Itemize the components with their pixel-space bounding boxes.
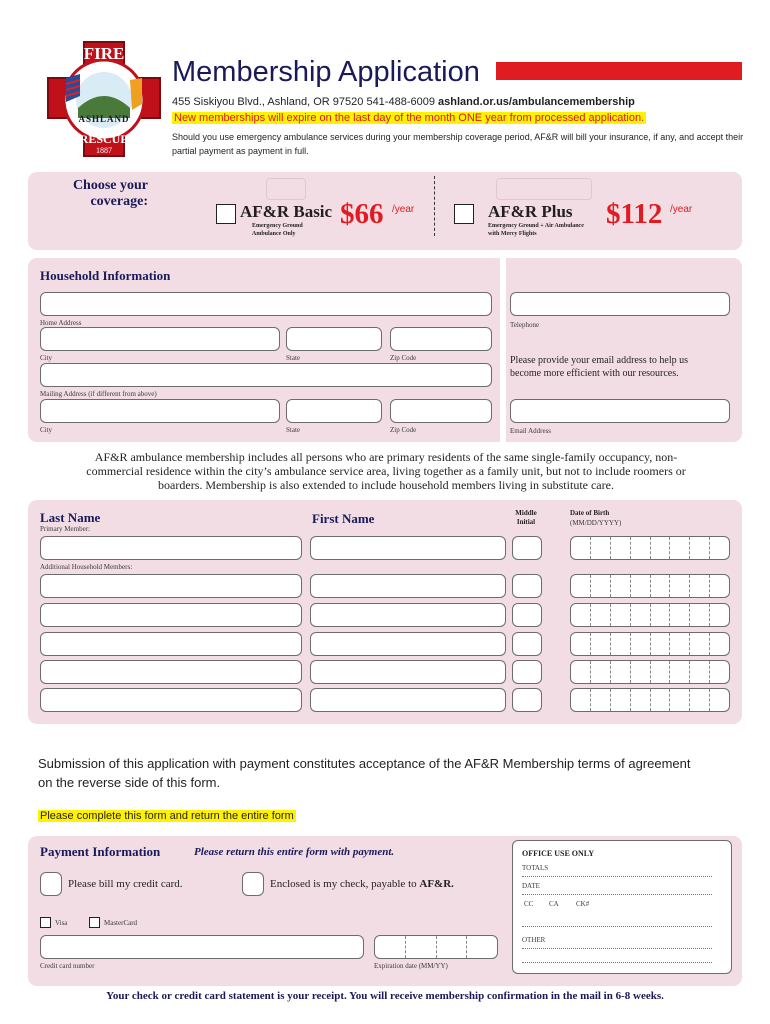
zip-input[interactable]: [390, 327, 492, 351]
plus-plan-name: AF&R Plus: [488, 202, 573, 221]
member-last-name-input[interactable]: [40, 632, 302, 656]
insurance-note: Should you use emergency ambulance services during your membership coverage period, AF&R will bill your insurance, if any, and accept their partial payment as payment in full.: [172, 132, 744, 156]
telephone-label: Telephone: [510, 321, 540, 329]
logo-top-text: FIRE: [83, 44, 125, 63]
bill-card-label: Please bill my credit card.: [68, 878, 183, 890]
office-other-line-2: [522, 962, 712, 963]
member-middle-input[interactable]: [512, 603, 542, 627]
office-date-line: [522, 894, 712, 895]
member-first-name-input[interactable]: [310, 603, 506, 627]
visa-checkbox[interactable]: [40, 917, 51, 928]
member-last-name-input[interactable]: [40, 574, 302, 598]
state-input[interactable]: [286, 327, 382, 351]
mailing-state-label: State: [286, 426, 300, 434]
mastercard-label: MasterCard: [104, 919, 138, 927]
primary-dob-input[interactable]: [570, 536, 730, 560]
middle-initial-header: Middle Initial: [515, 509, 537, 526]
basic-plan-price: $66: [340, 198, 384, 230]
expiration-input[interactable]: [374, 935, 498, 959]
basic-plan-desc: Emergency Ground Ambulance Only: [252, 223, 303, 237]
home-address-input[interactable]: [40, 292, 492, 316]
coverage-label: Choose your coverage:: [72, 178, 148, 209]
member-dob-input[interactable]: [570, 632, 730, 656]
eligibility-text: AF&R ambulance membership includes all persons who are primary residents of the same single-family occupancy, non-commercial residence within the city’s ambulance service area, living together as a family unit, but not to include roomers or boarders. Membership is also extended to include household members living in substitute care.: [86, 450, 686, 492]
member-dob-input[interactable]: [570, 660, 730, 684]
expiration-label: Expiration date (MM/YY): [374, 962, 448, 970]
home-address-label: Home Address: [40, 319, 82, 327]
member-last-name-input[interactable]: [40, 688, 302, 712]
check-checkbox[interactable]: [242, 872, 264, 896]
office-use-box: [512, 840, 732, 974]
member-middle-input[interactable]: [512, 688, 542, 712]
office-ca-label: CA: [549, 900, 559, 908]
basic-checkbox[interactable]: [216, 204, 236, 224]
bill-card-checkbox[interactable]: [40, 872, 62, 896]
household-title: Household Information: [40, 268, 171, 283]
member-first-name-input[interactable]: [310, 688, 506, 712]
last-name-header: Last Name: [40, 510, 101, 525]
primary-middle-input[interactable]: [512, 536, 542, 560]
card-number-label: Credit card number: [40, 962, 95, 970]
office-other-line-1: [522, 948, 712, 949]
check-label: [270, 878, 454, 890]
mailing-address-label: Mailing Address (if different from above): [40, 390, 157, 398]
mailing-zip-label: Zip Code: [390, 426, 417, 434]
plus-plan-desc: Emergency Ground + Air Ambulance with Mercy Flights: [488, 223, 584, 237]
payment-return-note: Please return this entire form with payment.: [194, 846, 395, 858]
household-divider: [500, 258, 506, 442]
payment-title: Payment Information: [40, 844, 161, 859]
member-first-name-input[interactable]: [310, 574, 506, 598]
office-totals-line: [522, 876, 712, 877]
additional-members-label: Additional Household Members:: [40, 563, 133, 571]
email-label: Email Address: [510, 427, 552, 435]
plus-plan-per: /year: [670, 204, 693, 215]
member-dob-input[interactable]: [570, 688, 730, 712]
city-input[interactable]: [40, 327, 280, 351]
zip-label: Zip Code: [390, 354, 417, 362]
dob-format: (MM/DD/YYYY): [570, 519, 622, 527]
telephone-input[interactable]: [510, 292, 730, 316]
complete-notice: Please complete this form and return the entire form: [40, 810, 294, 822]
city-label: City: [40, 354, 53, 362]
member-middle-input[interactable]: [512, 574, 542, 598]
email-note: Please provide your email address to help us become more efficient with our resources.: [510, 355, 689, 379]
first-name-header: First Name: [312, 511, 375, 526]
fire-rescue-logo: [44, 38, 164, 160]
office-use-title: OFFICE USE ONLY: [522, 849, 595, 858]
office-totals-label: TOTALS: [522, 864, 549, 872]
expire-notice: New memberships will expire on the last day of the month ONE year from processed application.: [174, 112, 645, 124]
mailing-state-input[interactable]: [286, 399, 382, 423]
email-input[interactable]: [510, 399, 730, 423]
logo-middle-text: ASHLAND: [78, 114, 130, 124]
member-first-name-input[interactable]: [310, 660, 506, 684]
office-other-label: OTHER: [522, 936, 546, 944]
plus-checkbox[interactable]: [454, 204, 474, 224]
member-middle-input[interactable]: [512, 660, 542, 684]
header-website[interactable]: ashland.or.us/ambulancemembership: [438, 96, 635, 108]
member-last-name-input[interactable]: [40, 603, 302, 627]
state-label: State: [286, 354, 300, 362]
office-payment-line: [522, 926, 712, 927]
primary-last-name-input[interactable]: [40, 536, 302, 560]
card-number-input[interactable]: [40, 935, 364, 959]
primary-member-label: Primary Member:: [40, 525, 90, 533]
check-payee: AF&R.: [419, 878, 454, 890]
visa-label: Visa: [55, 919, 68, 927]
office-ck-label: CK#: [576, 900, 590, 908]
logo-year: 1887: [96, 146, 112, 155]
office-cc-label: CC: [524, 900, 534, 908]
coverage-divider: [434, 176, 435, 236]
member-dob-input[interactable]: [570, 574, 730, 598]
ambulance-icon: [266, 178, 306, 200]
header-address-line: [172, 96, 635, 108]
mailing-address-input[interactable]: [40, 363, 492, 387]
ambulance-plus-helicopter-icon: [496, 178, 592, 200]
mailing-city-label: City: [40, 426, 53, 434]
basic-plan-per: /year: [392, 204, 415, 215]
submission-text: Submission of this application with payment constitutes acceptance of the AF&R Membership terms of agreement on the reverse side of this form.: [38, 756, 691, 790]
dob-header: Date of Birth: [570, 509, 610, 517]
check-label-text: Enclosed is my check, payable to: [270, 878, 417, 890]
plus-plan-price: $112: [606, 198, 663, 230]
mailing-city-input[interactable]: [40, 399, 280, 423]
page-title: Membership Application: [172, 56, 480, 88]
member-dob-input[interactable]: [570, 603, 730, 627]
primary-first-name-input[interactable]: [310, 536, 506, 560]
basic-plan-name: AF&R Basic: [240, 202, 333, 221]
mailing-zip-input[interactable]: [390, 399, 492, 423]
header-address: 455 Siskiyou Blvd., Ashland, OR 97520 541-488-6009: [172, 96, 435, 108]
mastercard-checkbox[interactable]: [89, 917, 100, 928]
member-first-name-input[interactable]: [310, 632, 506, 656]
office-date-label: DATE: [522, 882, 540, 890]
member-last-name-input[interactable]: [40, 660, 302, 684]
member-middle-input[interactable]: [512, 632, 542, 656]
title-red-bar: [496, 62, 742, 80]
footer-receipt-note: Your check or credit card statement is your receipt. You will receive membership confirmation in the mail in 6-8 weeks.: [106, 990, 664, 1002]
logo-bottom-text: RESCUE: [79, 132, 129, 146]
